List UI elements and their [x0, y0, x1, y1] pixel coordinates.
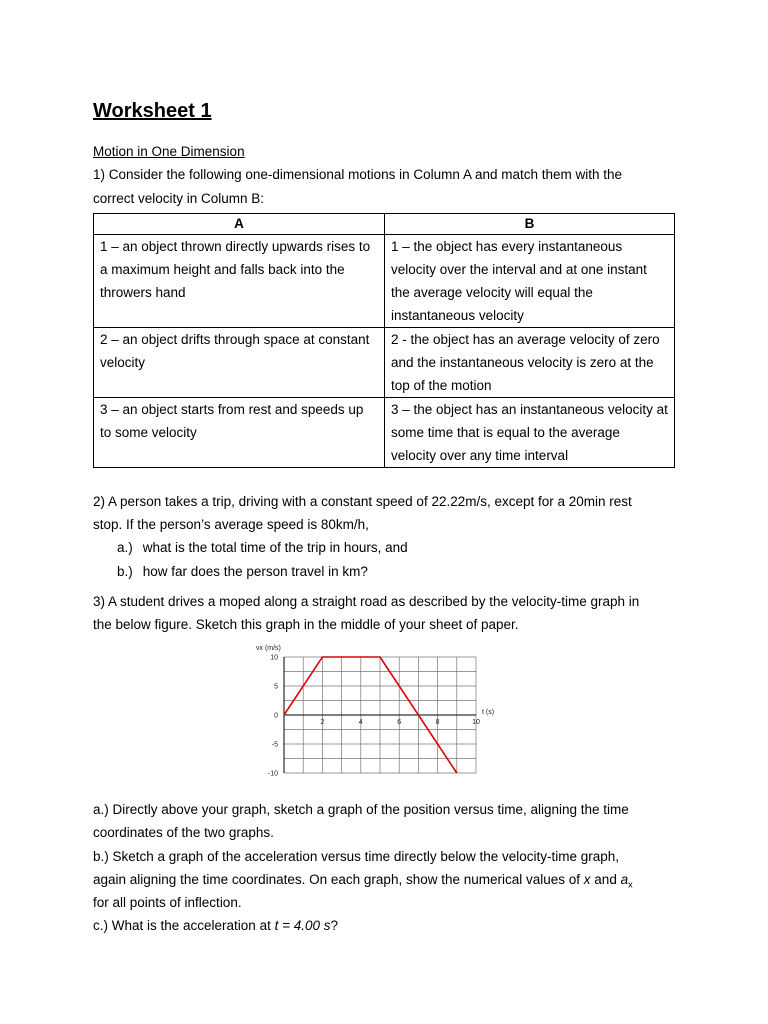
- table-header-row: [94, 214, 675, 235]
- column-a-cell: 1 – an object thrown directly upwards rises to a maximum height and falls back into the throwers hand: [94, 235, 385, 328]
- q3-part-c-text: c.) What is the acceleration at: [93, 918, 275, 933]
- column-b-cell: 2 - the object has an average velocity of zero and the instantaneous velocity is zero at the top of the motion: [385, 328, 675, 398]
- q2-text-line2: stop. If the person’s average speed is 80km/h,: [93, 517, 369, 532]
- q2-part-a-text: what is the total time of the trip in hours, and: [142, 540, 408, 555]
- x-tick-label: 4: [358, 719, 363, 726]
- table-row: [94, 328, 675, 398]
- q3-part-a-line1: a.) Directly above your graph, sketch a graph of the position versus time, aligning the time: [93, 802, 629, 817]
- velocity-time-chart-svg: [252, 640, 502, 780]
- x-tick-label: 6: [397, 719, 402, 726]
- q3-part-b-line1: b.) Sketch a graph of the acceleration versus time directly below the velocity-time graph,: [93, 849, 619, 864]
- x-tick-label: 2: [320, 719, 325, 726]
- q3-part-b-and: and: [590, 872, 621, 887]
- q1-text-line2: correct velocity in Column B:: [93, 191, 265, 206]
- q2-part-b: [117, 563, 368, 581]
- chart-labels: [256, 645, 494, 778]
- table-row: [94, 235, 675, 328]
- column-a-cell: 3 – an object starts from rest and speeds up to some velocity: [94, 398, 385, 468]
- y-tick-label: 10: [270, 654, 278, 662]
- symbol-a: a: [620, 872, 629, 887]
- q3-part-b-line3: for all points of inflection.: [93, 895, 242, 910]
- q3-part-c-end: ?: [330, 918, 339, 933]
- y-tick-label: 0: [274, 712, 278, 720]
- section-heading: Motion in One Dimension: [93, 144, 245, 159]
- y-tick-label: -10: [267, 770, 278, 778]
- q2-part-a: [117, 539, 408, 557]
- q2-part-b-text: how far does the person travel in km?: [142, 564, 368, 579]
- column-b-header: B: [385, 214, 675, 235]
- table-row: [94, 398, 675, 468]
- q3-part-a-line2: coordinates of the two graphs.: [93, 825, 274, 840]
- q3-part-b-line2: [93, 871, 633, 894]
- x-axis-label: t (s): [482, 709, 495, 716]
- q3-text-line2: the below figure. Sketch this graph in the middle of your sheet of paper.: [93, 617, 519, 632]
- q3-part-b-line2-text: again aligning the time coordinates. On each graph, show the numerical values of: [93, 872, 584, 887]
- q1-text-line1: 1) Consider the following one-dimensional motions in Column A and match them with the: [93, 167, 623, 182]
- q2-part-a-marker: a.): [117, 540, 133, 555]
- q2-part-b-marker: b.): [117, 564, 133, 579]
- column-a-header: A: [94, 214, 385, 235]
- matching-table: [93, 213, 675, 468]
- velocity-time-graph: [252, 640, 502, 780]
- q3-text-line1: 3) A student drives a moped along a straight road as described by the velocity-time graph in: [93, 594, 640, 609]
- y-tick-label: -5: [271, 741, 278, 749]
- q2-text-line1: 2) A person takes a trip, driving with a constant speed of 22.22m/s, except for a 20min rest: [93, 494, 632, 509]
- x-tick-label: 8: [435, 719, 440, 726]
- q3-part-c: [93, 917, 338, 935]
- column-a-cell: 2 – an object drifts through space at constant velocity: [94, 328, 385, 398]
- y-tick-label: 5: [274, 683, 278, 691]
- symbol-a-subscript: x: [628, 879, 633, 890]
- column-b-cell: 3 – the object has an instantaneous velocity at some time that is equal to the average velocity over any time interval: [385, 398, 675, 468]
- x-tick-label: 10: [472, 719, 480, 726]
- q3-part-c-time: t = 4.00 s: [274, 918, 331, 933]
- y-axis-label: vx (m/s): [256, 645, 281, 652]
- symbol-x: x: [583, 872, 591, 887]
- page-title: Worksheet 1: [93, 100, 212, 122]
- column-b-cell: 1 – the object has every instantaneous velocity over the interval and at one instant the average velocity will equal the instantaneous velocity: [385, 235, 675, 328]
